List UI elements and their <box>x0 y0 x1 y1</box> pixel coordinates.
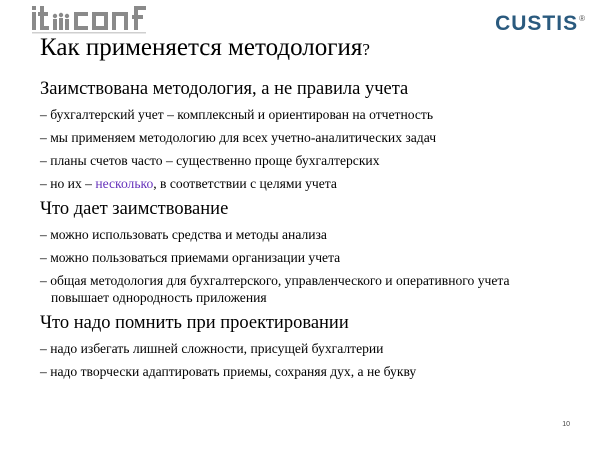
registered-mark: ® <box>579 14 586 23</box>
bullet-suffix: , в соответствии с целями учета <box>153 176 337 191</box>
section-heading-borrowed: Заимствована методология, а не правила учета <box>40 79 409 99</box>
slide-title-mark: ? <box>362 40 370 59</box>
bullet-item: – планы счетов часто – существенно проще бухгалтерских <box>40 153 380 168</box>
bullet-item-highlight <box>40 175 590 192</box>
bullet-item: – бухгалтерский учет – комплексный и ориентирован на отчетность <box>40 107 434 122</box>
bullet-item: – мы применяем методологию для всех учетно-аналитических задач <box>40 130 437 145</box>
custis-logo <box>495 12 586 36</box>
bullet-item: – можно использовать средства и методы анализа <box>40 227 327 242</box>
bullet-prefix: – но их – <box>40 176 96 191</box>
highlight-word: несколько <box>95 176 154 191</box>
page-number: 10 <box>562 421 570 428</box>
slide-title-text: Как применяется методология <box>40 34 363 61</box>
section-heading-design: Что надо помнить при проектировании <box>40 313 349 333</box>
bullet-item: – общая методология для бухгалтерского, управленческого и оперативного учета повышает однородность приложения <box>40 273 510 305</box>
itconf-logo <box>30 2 160 36</box>
bullet-item: – надо избегать лишней сложности, присущей бухгалтерии <box>40 341 384 356</box>
custis-logo-text: CUSTIS <box>495 12 579 35</box>
itconf-logo-graphic <box>30 2 160 36</box>
bullet-item: – можно пользоваться приемами организации учета <box>40 250 341 265</box>
slide-content <box>40 78 590 386</box>
bullet-item: – надо творчески адаптировать приемы, сохраняя дух, а не букву <box>40 364 417 379</box>
slide-title <box>40 32 370 66</box>
section-heading-benefits: Что дает заимствование <box>40 199 229 219</box>
